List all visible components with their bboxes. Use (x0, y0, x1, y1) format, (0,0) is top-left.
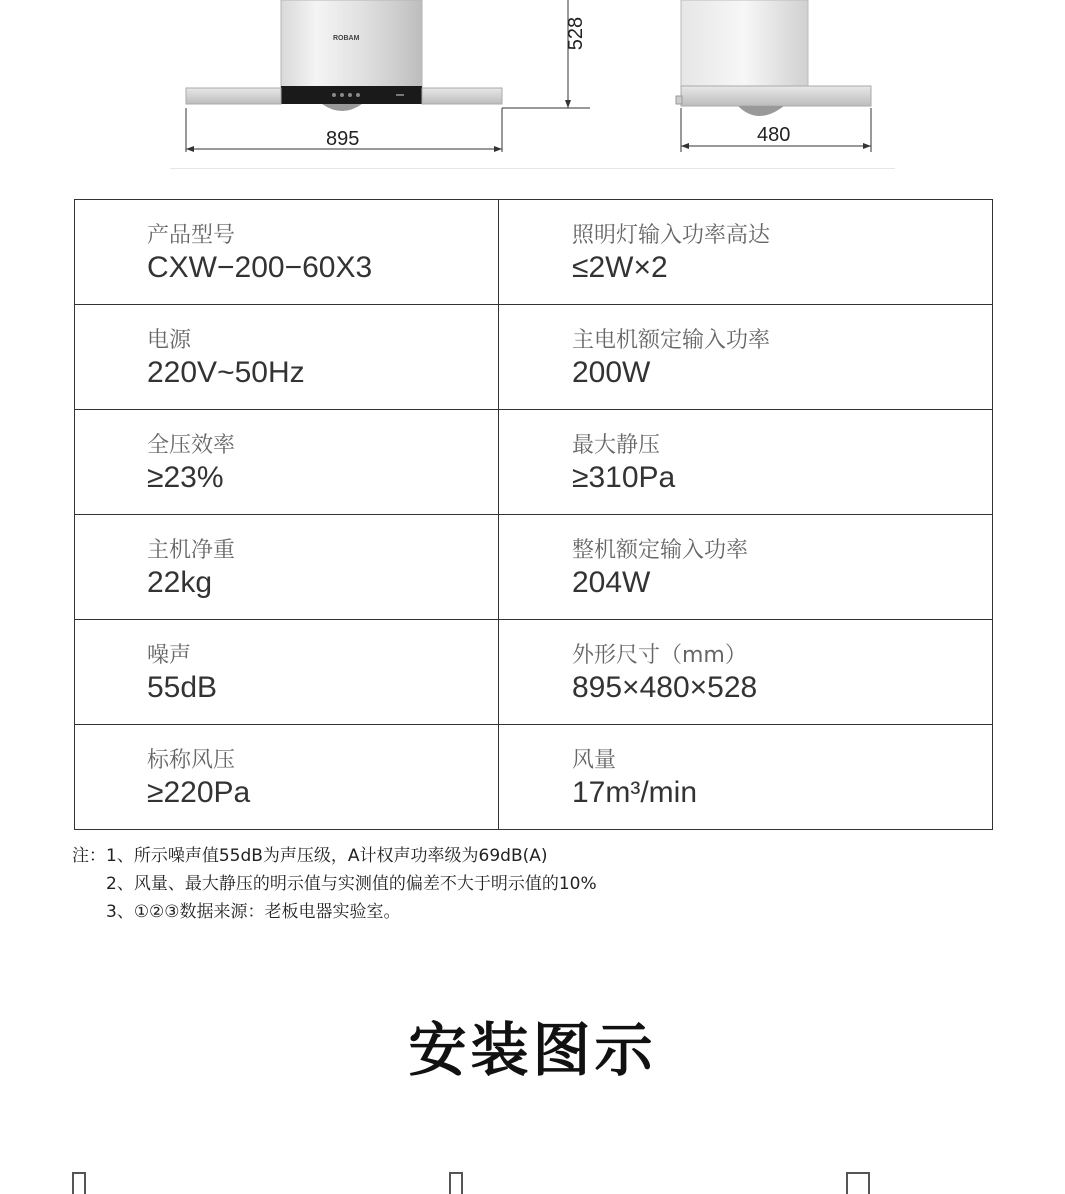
section-title: 安装图示 (408, 1016, 657, 1084)
spec-value: ≥220Pa (147, 776, 251, 809)
spec-cell (499, 305, 993, 410)
table-row (75, 305, 993, 410)
table-row (75, 200, 993, 305)
spec-cell (75, 515, 499, 620)
hood-canopy-side (681, 86, 871, 106)
spec-value: 200W (572, 356, 651, 389)
spec-value: 17m³/min (572, 776, 698, 809)
footnote-3: 3、①②③数据来源：老板电器实验室。 (106, 902, 401, 922)
specification-table (74, 199, 993, 830)
install-diagram-icon (846, 1172, 870, 1194)
hood-canopy-front (186, 88, 281, 104)
spec-cell (499, 200, 993, 305)
spec-label: 噪声 (147, 643, 192, 668)
section-divider (170, 168, 895, 169)
brand-logo: ROBAM (333, 35, 360, 42)
height-dimension-label: 528 (565, 16, 588, 51)
spec-label: 外形尺寸（mm） (572, 643, 747, 668)
spec-cell (499, 620, 993, 725)
spec-label: 风量 (572, 748, 617, 773)
spec-value: 55dB (147, 671, 218, 704)
footnotes (72, 842, 597, 926)
spec-cell (75, 200, 499, 305)
spec-label: 照明灯输入功率高达 (572, 223, 771, 248)
table-row (75, 620, 993, 725)
install-diagram-icon (449, 1172, 463, 1194)
depth-dimension-label: 480 (757, 124, 791, 146)
footnote-2: 2、风量、最大静压的明示值与实测值的偏差不大于明示值的10% (106, 874, 597, 894)
spec-cell (499, 725, 993, 830)
spec-value: ≥23% (147, 461, 224, 494)
spec-label: 电源 (147, 328, 192, 353)
hood-chimney-front (281, 0, 422, 88)
spec-value: ≤2W×2 (572, 251, 668, 284)
spec-cell (499, 410, 993, 515)
spec-label: 主机净重 (147, 538, 236, 563)
spec-value: ≥310Pa (572, 461, 676, 494)
table-row (75, 725, 993, 830)
spec-cell (75, 305, 499, 410)
spec-value: 204W (572, 566, 651, 599)
spec-value: CXW−200−60X3 (147, 251, 373, 284)
hood-chimney-side (681, 0, 808, 88)
spec-cell (75, 410, 499, 515)
spec-cell (75, 725, 499, 830)
product-dimension-drawing (0, 0, 1065, 172)
table-row (75, 515, 993, 620)
spec-label: 最大静压 (572, 433, 661, 458)
spec-value: 220V~50Hz (147, 356, 305, 389)
spec-cell (75, 620, 499, 725)
spec-label: 标称风压 (147, 748, 236, 773)
spec-label: 整机额定输入功率 (572, 538, 749, 563)
spec-label: 全压效率 (147, 433, 236, 458)
spec-label: 主电机额定输入功率 (572, 328, 771, 353)
table-row (75, 410, 993, 515)
install-diagram-icon (72, 1172, 86, 1194)
spec-label: 产品型号 (147, 223, 236, 248)
spec-cell (499, 515, 993, 620)
spec-value: 895×480×528 (572, 671, 758, 704)
footnote-1: 注：1、所示噪声值55dB为声压级，A计权声功率级为69dB(A) (72, 846, 548, 866)
width-dimension-label: 895 (326, 128, 360, 150)
spec-value: 22kg (147, 566, 213, 599)
range-hood-drawing (0, 0, 1065, 172)
